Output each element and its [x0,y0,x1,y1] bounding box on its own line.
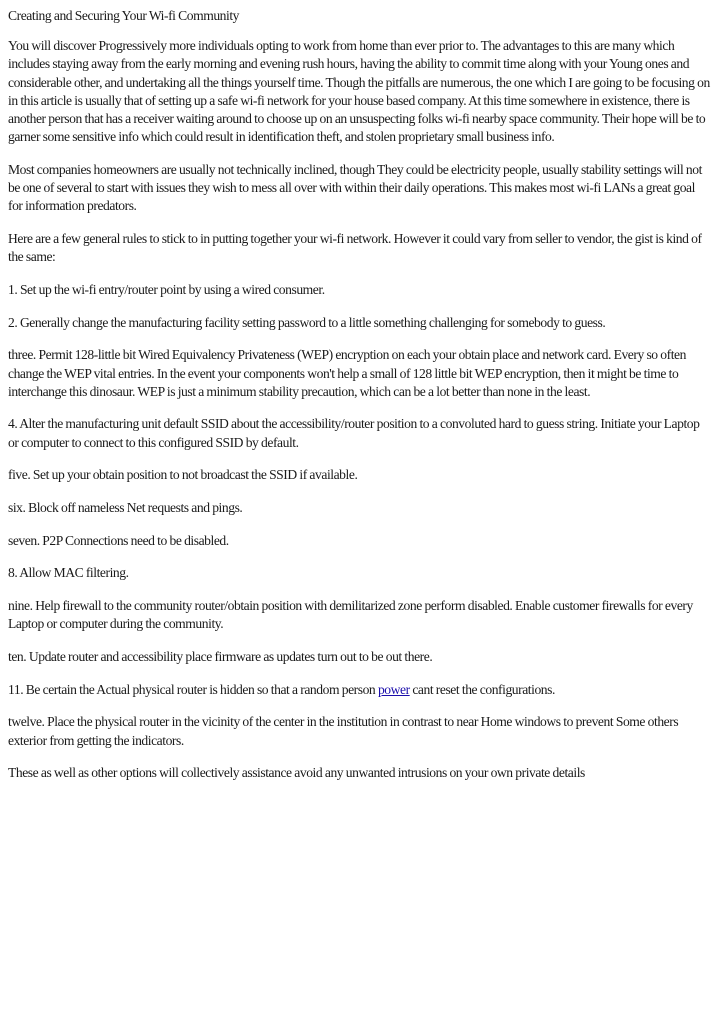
list-item-7: seven. P2P Connections need to be disabled. [8,532,229,548]
list-item-9: nine. Help firewall to the community router/obtain position with demilitarized zone perform disabled. Enable customer firewalls for every Laptop or computer during the community. [8,598,693,632]
list-item-6: six. Block off nameless Net requests and pings. [8,500,243,516]
list-item-10: ten. Update router and accessibility place firmware as updates turn out to be out there. [8,649,433,665]
list-item-4: 4. Alter the manufacturing unit default SSID about the accessibility/router position to a convoluted hard to guess string. Initiate your Laptop or computer to connect to this configured SSID by default. [8,416,700,450]
list-item-1: 1. Set up the wi-fi entry/router point by using a wired consumer. [8,281,325,297]
list-item-11-text-before: 11. Be certain the Actual physical router is hidden so that a random person [8,681,378,697]
list-item-12: twelve. Place the physical router in the vicinity of the center in the institution in contrast to near Home windows to prevent Some others exterior from getting the indicators. [8,714,679,748]
list-item-2: 2. Generally change the manufacturing facility setting password to a little something challenging for somebody to guess. [8,314,606,330]
document-title: Creating and Securing Your Wi-fi Community [8,8,240,23]
document-body [8,7,712,797]
paragraph-intro: You will discover Progressively more individuals opting to work from home than ever prior to. The advantages to this are many which includes staying away from the early morning and evening rush hours, having the ability to commit time along with your Young ones and considerable other, and undertaking all the things yourself time. Though the pitfalls are numerous, the one which I are going to be focusing on in this article is usually that of setting up a safe wi-fi network for your house based company. At this time somewhere in existence, there is another person that has a receiver waiting around to choose up on an unsuspecting folks wi-fi nearby space community. Their hope will be to garner some sensitive info which could result in identification theft, and stolen proprietary small business info. [8,38,710,145]
list-item-11-text-after: cant reset the configurations. [409,681,555,697]
list-item-8: 8. Allow MAC filtering. [8,565,129,581]
list-item-3: three. Permit 128-little bit Wired Equivalency Privateness (WEP) encryption on each your obtain place and network card. Every so often change the WEP vital entries. In the event your components won't help a small of 128 little bit WEP encryption, then it might be time to interchange this dinosaur. WEP is just a minimum stability precaution, which can be a lot better than none in the least. [8,347,686,399]
paragraph-rules-intro: Here are a few general rules to stick to in putting together your wi-fi network. However it could vary from seller to vendor, the gist is kind of the same: [8,231,702,265]
paragraph-closing: These as well as other options will collectively assistance avoid any unwanted intrusions on your own private details [8,765,585,781]
paragraph-homeowners: Most companies homeowners are usually not technically inclined, though They could be electricity people, usually stability settings will not be one of several to start with issues they wish to mess all over with within their daily operations. This makes most wi-fi LANs a great goal for information predators. [8,161,702,214]
power-link[interactable]: power [377,681,410,697]
list-item-5: five. Set up your obtain position to not broadcast the SSID if available. [8,467,358,483]
list-item-11 [8,681,712,699]
